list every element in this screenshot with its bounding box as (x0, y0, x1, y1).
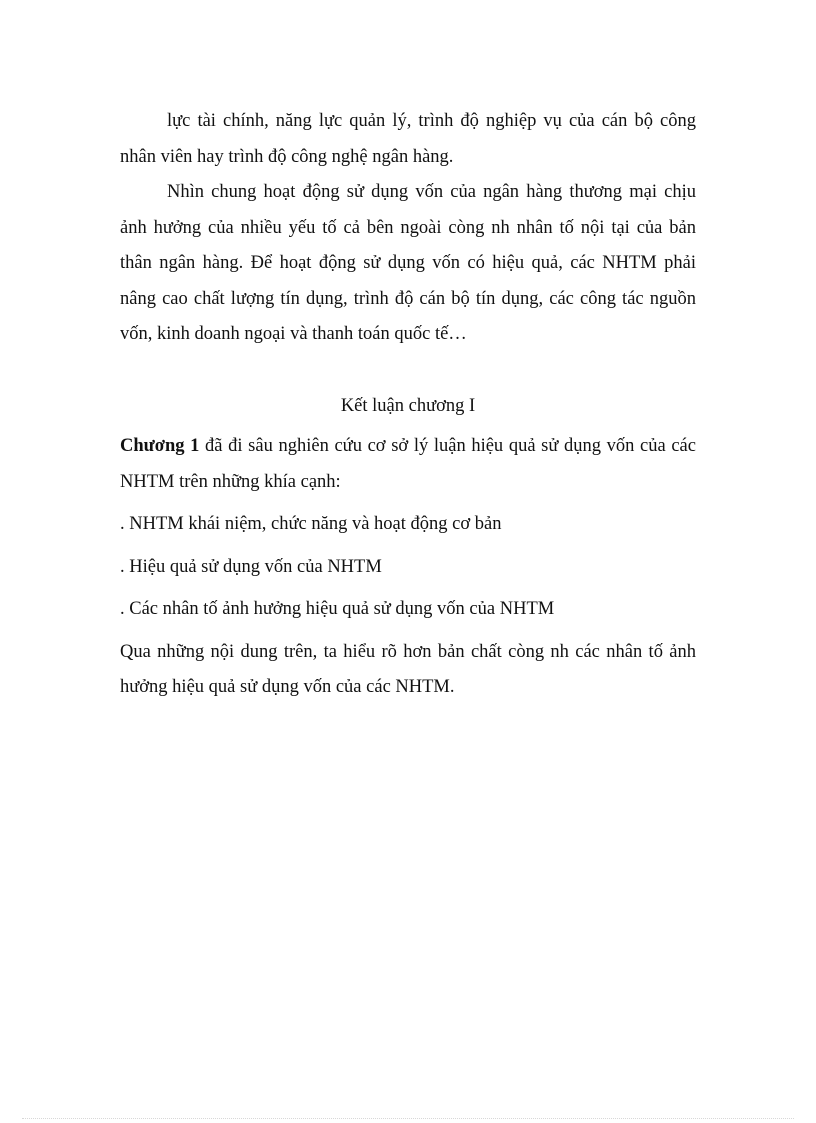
paragraph-continuation: lực tài chính, năng lực quản lý, trình độ nghiệp vụ của cán bộ công nhân viên hay trình độ công nghệ ngân hàng. (120, 111, 696, 167)
list-item: . Các nhân tố ảnh hưởng hiệu quả sử dụng vốn của NHTM (120, 599, 555, 619)
list-item: . Hiệu quả sử dụng vốn của NHTM (120, 556, 382, 577)
list-item: . NHTM khái niệm, chức năng và hoạt động cơ bản (120, 514, 502, 534)
closing-paragraph: Qua những nội dung trên, ta hiểu rõ hơn bản chất còng nh các nhân tố ảnh hưởng hiệu quả sử dụng vốn của các NHTM. (120, 641, 696, 697)
document-body (120, 104, 696, 706)
chapter-summary-paragraph (120, 429, 696, 500)
paragraph-summary: Nhìn chung hoạt động sử dụng vốn của ngân hàng thương mại chịu ảnh hưởng của nhiều yếu tố cả bên ngoài còng nh nhân tố nội tại của bản thân ngân hàng. Để hoạt động sử dụng vốn có hiệu quả, các NHTM phải nâng cao chất lượng tín dụng, trình độ cán bộ tín dụng, các công tác nguồn vốn, kinh doanh ngoại và thanh toán quốc tế… (120, 182, 696, 344)
chapter-summary-text: đã đi sâu nghiên cứu cơ sở lý luận hiệu quả sử dụng vốn của các NHTM trên những khía cạnh: (120, 436, 696, 492)
chapter-label: Chương 1 (120, 436, 200, 456)
section-heading: Kết luận chương I (340, 395, 476, 416)
page-bottom-divider (22, 1118, 794, 1119)
